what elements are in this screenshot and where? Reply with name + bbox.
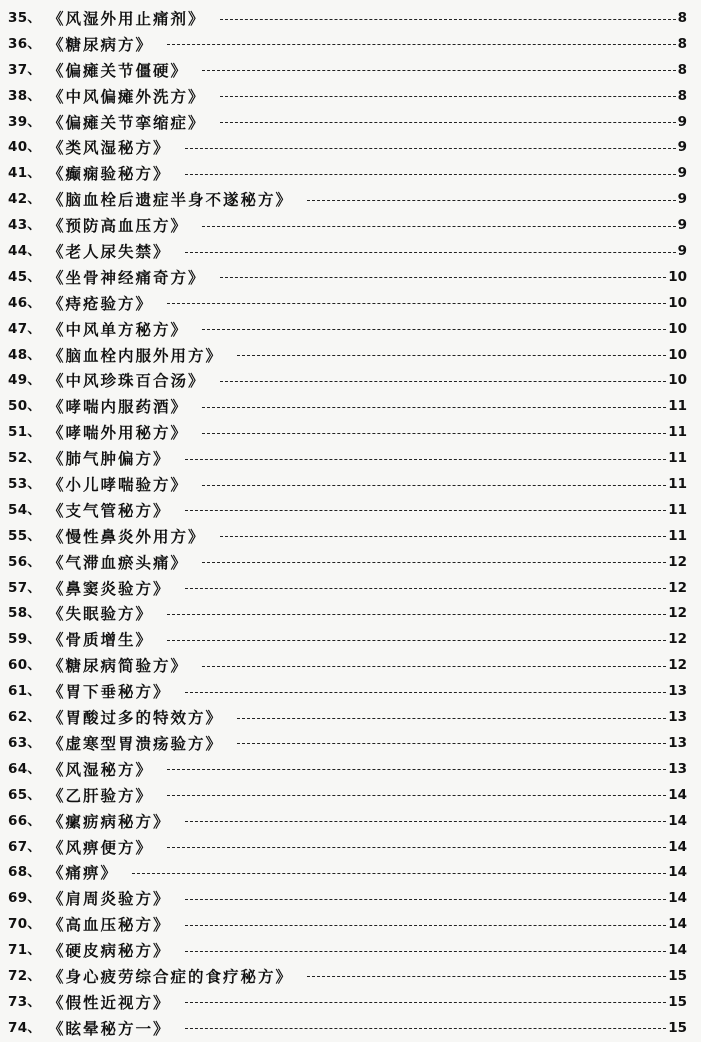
- toc-entry: [0, 550, 701, 576]
- entry-page-number: 10: [668, 346, 687, 363]
- dotted-leader: [185, 252, 676, 253]
- toc-entry: [0, 446, 701, 472]
- entry-title: 《肩周炎验方》: [48, 889, 171, 909]
- entry-title: 《中风珍珠百合汤》: [48, 371, 206, 391]
- entry-number: 55、: [8, 527, 42, 544]
- entry-page-number: 13: [668, 709, 687, 726]
- entry-page-number: 11: [668, 527, 687, 544]
- dotted-leader: [237, 355, 666, 356]
- entry-title: 《类风湿秘方》: [48, 138, 171, 158]
- entry-page-number: 14: [668, 786, 687, 803]
- dotted-leader: [185, 459, 666, 460]
- entry-page-number: 11: [668, 424, 687, 441]
- toc-entry: [0, 343, 701, 369]
- entry-page-number: 14: [668, 942, 687, 959]
- toc-entry: [0, 394, 701, 420]
- entry-number: 48、: [8, 346, 42, 363]
- entry-page-number: 14: [668, 890, 687, 907]
- toc-entry: [0, 187, 701, 213]
- entry-page-number: 12: [668, 631, 687, 648]
- entry-page-number: 12: [668, 657, 687, 674]
- entry-page-number: 11: [668, 476, 687, 493]
- entry-page-number: 11: [668, 450, 687, 467]
- toc-entry: [0, 809, 701, 835]
- dotted-leader: [167, 303, 666, 304]
- entry-number: 35、: [8, 10, 42, 26]
- dotted-leader: [220, 96, 676, 97]
- toc-entry: [0, 912, 701, 938]
- entry-page-number: 9: [677, 165, 687, 182]
- entry-page-number: 13: [668, 683, 687, 700]
- dotted-leader: [185, 692, 666, 693]
- entry-title: 《瘰疬病秘方》: [48, 811, 171, 831]
- toc-entry: [0, 860, 701, 886]
- entry-page-number: 12: [668, 579, 687, 596]
- entry-number: 65、: [8, 786, 42, 803]
- entry-page-number: 14: [668, 812, 687, 829]
- dotted-leader: [220, 122, 676, 123]
- entry-title: 《脑血栓内服外用方》: [48, 345, 224, 365]
- entry-title: 《哮喘内服药酒》: [48, 397, 189, 417]
- table-of-contents: [0, 6, 701, 1042]
- dotted-leader: [185, 951, 666, 952]
- entry-title: 《痛痹》: [48, 863, 119, 883]
- toc-entry: [0, 601, 701, 627]
- entry-page-number: 15: [668, 967, 687, 984]
- entry-number: 53、: [8, 476, 42, 493]
- entry-page-number: 9: [677, 191, 687, 208]
- dotted-leader: [167, 640, 666, 641]
- dotted-leader: [185, 1028, 666, 1029]
- toc-entry: [0, 161, 701, 187]
- dotted-leader: [185, 588, 666, 589]
- entry-page-number: 9: [677, 243, 687, 260]
- dotted-leader: [202, 70, 676, 71]
- toc-entry: [0, 110, 701, 136]
- entry-title: 《鼻窦炎验方》: [48, 578, 171, 598]
- toc-entry: [0, 32, 701, 58]
- dotted-leader: [220, 381, 666, 382]
- entry-page-number: 9: [677, 217, 687, 234]
- entry-number: 44、: [8, 243, 42, 260]
- entry-number: 41、: [8, 165, 42, 182]
- toc-entry: [0, 627, 701, 653]
- entry-number: 50、: [8, 398, 42, 415]
- entry-title: 《气滞血瘀头痛》: [48, 552, 189, 572]
- dotted-leader: [202, 329, 666, 330]
- toc-entry: [0, 58, 701, 84]
- entry-number: 49、: [8, 372, 42, 389]
- dotted-leader: [185, 899, 666, 900]
- entry-page-number: 10: [668, 320, 687, 337]
- toc-entry: [0, 1016, 701, 1042]
- entry-page-number: 8: [677, 35, 687, 52]
- dotted-leader: [167, 614, 666, 615]
- toc-entry: [0, 135, 701, 161]
- entry-title: 《中风单方秘方》: [48, 319, 189, 339]
- entry-title: 《失眠验方》: [48, 604, 154, 624]
- dotted-leader: [237, 718, 666, 719]
- entry-number: 40、: [8, 139, 42, 156]
- entry-title: 《老人尿失禁》: [48, 242, 171, 262]
- entry-title: 《糖尿病简验方》: [48, 656, 189, 676]
- dotted-leader: [202, 433, 666, 434]
- dotted-leader: [220, 536, 666, 537]
- entry-title: 《糖尿病方》: [48, 34, 154, 54]
- entry-page-number: 12: [668, 605, 687, 622]
- entry-page-number: 15: [668, 993, 687, 1010]
- entry-title: 《痔疮验方》: [48, 293, 154, 313]
- entry-page-number: 13: [668, 734, 687, 751]
- entry-page-number: 10: [668, 294, 687, 311]
- entry-number: 45、: [8, 268, 42, 285]
- entry-number: 74、: [8, 1019, 42, 1036]
- entry-title: 《哮喘外用秘方》: [48, 423, 189, 443]
- entry-number: 38、: [8, 87, 42, 104]
- entry-title: 《偏瘫关节挛缩症》: [48, 112, 206, 132]
- dotted-leader: [167, 795, 666, 796]
- entry-number: 54、: [8, 501, 42, 518]
- dotted-leader: [307, 976, 666, 977]
- toc-entry: [0, 679, 701, 705]
- entry-title: 《胃酸过多的特效方》: [48, 708, 224, 728]
- entry-number: 73、: [8, 993, 42, 1010]
- entry-number: 72、: [8, 967, 42, 984]
- entry-title: 《虚寒型胃溃疡验方》: [48, 733, 224, 753]
- toc-entry: [0, 498, 701, 524]
- dotted-leader: [167, 847, 666, 848]
- entry-title: 《小儿哮喘验方》: [48, 475, 189, 495]
- entry-page-number: 14: [668, 916, 687, 933]
- dotted-leader: [185, 1002, 666, 1003]
- entry-number: 51、: [8, 424, 42, 441]
- dotted-leader: [185, 925, 666, 926]
- entry-title: 《风湿外用止痛剂》: [48, 9, 206, 28]
- dotted-leader: [202, 407, 666, 408]
- entry-title: 《慢性鼻炎外用方》: [48, 526, 206, 546]
- toc-entry: [0, 757, 701, 783]
- toc-entry: [0, 886, 701, 912]
- entry-title: 《胃下垂秘方》: [48, 682, 171, 702]
- entry-title: 《偏瘫关节僵硬》: [48, 60, 189, 80]
- entry-number: 37、: [8, 61, 42, 78]
- entry-page-number: 10: [668, 268, 687, 285]
- entry-title: 《中风偏瘫外洗方》: [48, 86, 206, 106]
- toc-entry: [0, 731, 701, 757]
- entry-number: 39、: [8, 113, 42, 130]
- entry-number: 60、: [8, 657, 42, 674]
- entry-title: 《风痹便方》: [48, 837, 154, 857]
- toc-entry: [0, 84, 701, 110]
- entry-number: 46、: [8, 294, 42, 311]
- entry-number: 52、: [8, 450, 42, 467]
- entry-number: 47、: [8, 320, 42, 337]
- dotted-leader: [185, 510, 666, 511]
- entry-number: 59、: [8, 631, 42, 648]
- entry-page-number: 8: [677, 87, 687, 104]
- entry-number: 66、: [8, 812, 42, 829]
- entry-number: 43、: [8, 217, 42, 234]
- entry-number: 56、: [8, 553, 42, 570]
- entry-number: 61、: [8, 683, 42, 700]
- entry-number: 69、: [8, 890, 42, 907]
- entry-number: 64、: [8, 760, 42, 777]
- entry-page-number: 11: [668, 501, 687, 518]
- toc-entry: [0, 990, 701, 1016]
- entry-number: 57、: [8, 579, 42, 596]
- toc-entry: [0, 265, 701, 291]
- entry-page-number: 15: [668, 1019, 687, 1036]
- entry-page-number: 14: [668, 864, 687, 881]
- dotted-leader: [185, 148, 676, 149]
- dotted-leader: [202, 562, 666, 563]
- dotted-leader: [185, 174, 676, 175]
- entry-title: 《坐骨神经痛奇方》: [48, 267, 206, 287]
- entry-title: 《癫痫验秘方》: [48, 164, 171, 184]
- entry-title: 《骨质增生》: [48, 630, 154, 650]
- entry-page-number: 10: [668, 372, 687, 389]
- entry-number: 71、: [8, 942, 42, 959]
- entry-page-number: 12: [668, 553, 687, 570]
- entry-title: 《支气管秘方》: [48, 500, 171, 520]
- dotted-leader: [202, 666, 666, 667]
- toc-entry: [0, 964, 701, 990]
- dotted-leader: [202, 485, 666, 486]
- entry-number: 67、: [8, 838, 42, 855]
- toc-entry: [0, 239, 701, 265]
- dotted-leader: [220, 19, 676, 20]
- entry-page-number: 9: [677, 139, 687, 156]
- toc-entry: [0, 705, 701, 731]
- toc-entry: [0, 576, 701, 602]
- entry-number: 58、: [8, 605, 42, 622]
- toc-entry: [0, 368, 701, 394]
- toc-entry: [0, 938, 701, 964]
- entry-title: 《高血压秘方》: [48, 915, 171, 935]
- toc-entry: [0, 6, 701, 32]
- entry-title: 《假性近视方》: [48, 992, 171, 1012]
- entry-title: 《乙肝验方》: [48, 785, 154, 805]
- toc-entry: [0, 420, 701, 446]
- entry-page-number: 8: [677, 10, 687, 26]
- entry-number: 36、: [8, 35, 42, 52]
- dotted-leader: [167, 769, 666, 770]
- toc-entry: [0, 213, 701, 239]
- entry-title: 《脑血栓后遗症半身不遂秘方》: [48, 190, 294, 210]
- toc-entry: [0, 291, 701, 317]
- toc-entry: [0, 835, 701, 861]
- entry-page-number: 13: [668, 760, 687, 777]
- entry-number: 68、: [8, 864, 42, 881]
- toc-entry: [0, 317, 701, 343]
- dotted-leader: [185, 821, 666, 822]
- dotted-leader: [202, 226, 676, 227]
- entry-title: 《身心疲劳综合症的食疗秘方》: [48, 966, 294, 986]
- entry-title: 《眩晕秘方一》: [48, 1018, 171, 1038]
- entry-title: 《预防高血压方》: [48, 216, 189, 236]
- dotted-leader: [307, 200, 676, 201]
- toc-entry: [0, 783, 701, 809]
- entry-title: 《风湿秘方》: [48, 759, 154, 779]
- entry-number: 62、: [8, 709, 42, 726]
- entry-page-number: 8: [677, 61, 687, 78]
- entry-number: 70、: [8, 916, 42, 933]
- entry-page-number: 14: [668, 838, 687, 855]
- entry-page-number: 11: [668, 398, 687, 415]
- entry-page-number: 9: [677, 113, 687, 130]
- entry-number: 63、: [8, 734, 42, 751]
- dotted-leader: [132, 873, 666, 874]
- dotted-leader: [237, 743, 666, 744]
- dotted-leader: [220, 277, 666, 278]
- dotted-leader: [167, 44, 676, 45]
- toc-entry: [0, 524, 701, 550]
- toc-entry: [0, 472, 701, 498]
- entry-title: 《硬皮病秘方》: [48, 941, 171, 961]
- toc-entry: [0, 653, 701, 679]
- entry-number: 42、: [8, 191, 42, 208]
- entry-title: 《肺气肿偏方》: [48, 449, 171, 469]
